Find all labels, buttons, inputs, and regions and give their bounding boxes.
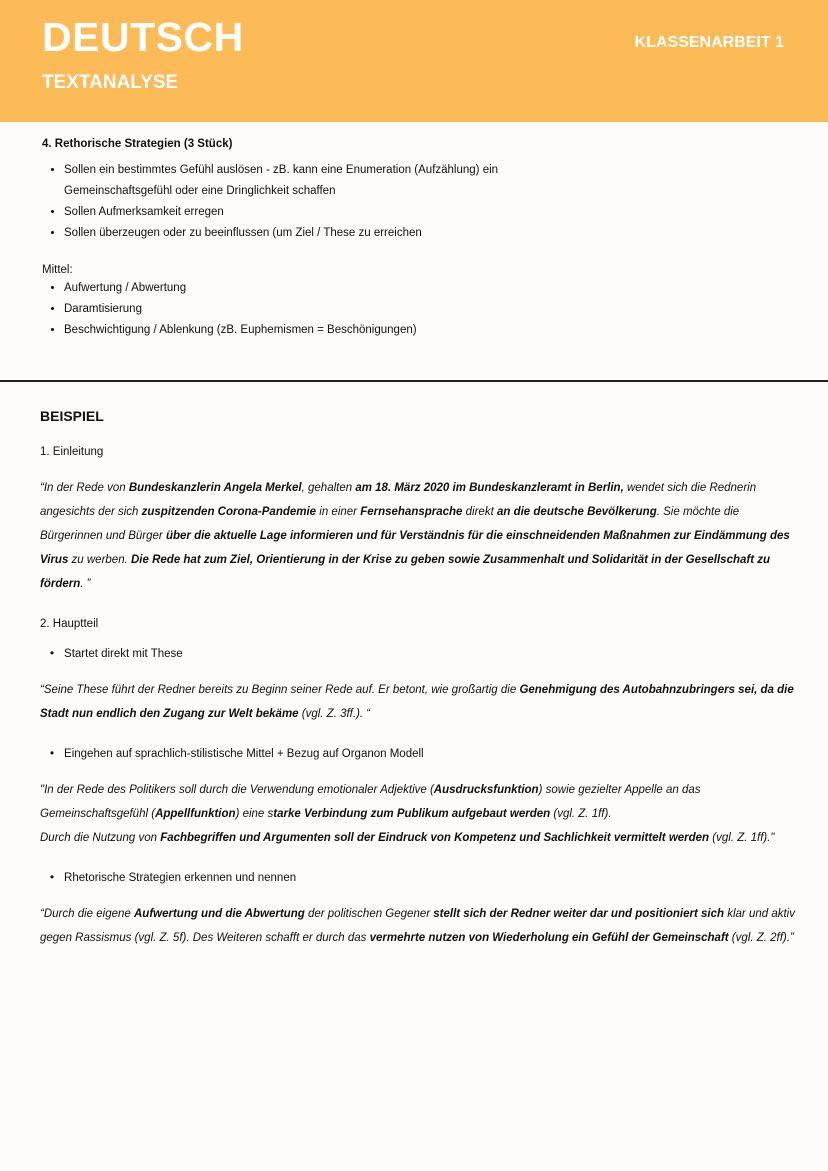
text: . Sie möchte die Bürgerinnen und Bürger bbox=[40, 506, 740, 542]
text: wendet sich die Rednerin angesichts der sich bbox=[40, 482, 757, 518]
bold-text: Die Rede hat zum Ziel, Orientierung in der Krise zu geben sowie Zusammenhalt und Solidarität in der Gesellschaft zu fördern bbox=[40, 554, 771, 590]
bold-text: an die deutsche Bevölkerung bbox=[496, 506, 657, 518]
text: (vgl. Z. 1ff). bbox=[550, 808, 612, 820]
text: Durch die Nutzung von bbox=[40, 832, 161, 844]
bold-text: Genehmigung des Autobahnzubringers sei, da die Stadt nun endlich den Zugang zur Welt bekäme bbox=[40, 684, 794, 720]
text: ) eine s bbox=[235, 808, 274, 820]
bold-text: Appellfunktion bbox=[155, 808, 236, 820]
text: zu werben. bbox=[68, 554, 131, 566]
main-label: 2. Hauptteil bbox=[40, 618, 99, 630]
intro-label: 1. Einleitung bbox=[40, 446, 104, 458]
section-heading: 4. Rethorische Strategien (3 Stück) bbox=[42, 138, 233, 150]
text: (vgl. Z. 2ff).” bbox=[728, 932, 794, 944]
list-item: • Sollen Aufmerksamkeit erregen bbox=[64, 202, 802, 223]
strategies-section bbox=[42, 138, 802, 341]
text: der politischen Gegener bbox=[304, 908, 434, 920]
bold-text: stellt sich der Redner weiter dar und positioniert sich bbox=[433, 908, 725, 920]
list-item: • Daramtisierung bbox=[64, 299, 802, 320]
text: (vgl. Z. 3ff.). “ bbox=[298, 708, 371, 720]
stylistic-quote bbox=[40, 778, 800, 850]
strategies-list bbox=[42, 160, 802, 244]
bold-text: über die aktuelle Lage informieren und für Verständnis für die einschneidenden Maßnahmen zur Eindämmung des Virus bbox=[40, 530, 790, 566]
mittel-label: Mittel: bbox=[42, 264, 73, 276]
bold-text: Fachbegriffen und Argumenten soll der Eindruck von Kompetenz und Sachlichkeit vermittelt werden bbox=[160, 832, 710, 844]
text: . ” bbox=[80, 578, 91, 590]
bold-text: zuspitzenden Corona-Pandemie bbox=[141, 506, 317, 518]
text: , gehalten bbox=[301, 482, 356, 494]
list-item: • Rhetorische Strategien erkennen und nennen bbox=[40, 872, 800, 884]
list-item: • Beschwichtigung / Ablenkung (zB. Euphemismen = Beschönigungen) bbox=[64, 320, 802, 341]
text: “Seine These führt der Redner bereits zu Beginn seiner Rede auf. Er betont, wie großartig die bbox=[40, 684, 520, 696]
text: “Durch die eigene bbox=[40, 908, 134, 920]
list-item: • Sollen überzeugen oder zu beeinflussen (um Ziel / These zu erreichen bbox=[64, 223, 802, 244]
text: ) sowie gezielter Appelle an das Gemeinschaftsgefühl ( bbox=[40, 784, 701, 820]
strategies-quote bbox=[40, 902, 800, 950]
bold-text: Aufwertung und die Abwertung bbox=[133, 908, 305, 920]
intro-quote bbox=[40, 476, 800, 596]
bold-text: vermehrte nutzen von Wiederholung ein Gefühl der Gemeinschaft bbox=[369, 932, 729, 944]
topic-subtitle: TEXTANALYSE bbox=[42, 72, 179, 93]
section-divider bbox=[0, 380, 828, 382]
list-item: • Eingehen auf sprachlich-stilistische Mittel + Bezug auf Organon Modell bbox=[40, 748, 800, 760]
thesis-quote bbox=[40, 678, 800, 726]
bold-text: tarke Verbindung zum Publikum aufgebaut werden bbox=[273, 808, 551, 820]
mittel-list bbox=[42, 278, 802, 341]
text: (vgl. Z. 1ff)." bbox=[709, 832, 775, 844]
list-item: • Sollen ein bestimmtes Gefühl auslösen - zB. kann eine Enumeration (Aufzählung) ein Gemeinschaftsgefühl oder eine Dringlichkeit schaffen bbox=[64, 160, 504, 202]
exam-label: KLASSENARBEIT 1 bbox=[634, 34, 784, 51]
text: "In der Rede des Politikers soll durch die Verwendung emotionaler Adjektive ( bbox=[40, 784, 434, 796]
bold-text: am 18. März 2020 im Bundeskanzleramt in Berlin, bbox=[355, 482, 624, 494]
bold-text: Ausdrucksfunktion bbox=[433, 784, 539, 796]
example-section bbox=[40, 408, 800, 972]
bold-text: Bundeskanzlerin Angela Merkel bbox=[128, 482, 302, 494]
subject-title: DEUTSCH bbox=[42, 14, 244, 60]
text: “In der Rede von bbox=[40, 482, 129, 494]
list-item: • Aufwertung / Abwertung bbox=[64, 278, 802, 299]
list-item: • Startet direkt mit These bbox=[40, 648, 800, 660]
text: direkt bbox=[462, 506, 497, 518]
text: klar und aktiv gegen Rassismus (vgl. Z. 5f). Des Weiteren schafft er durch das bbox=[40, 908, 795, 944]
bold-text: Fernsehansprache bbox=[360, 506, 463, 518]
example-heading: BEISPIEL bbox=[40, 408, 104, 424]
header-banner bbox=[0, 0, 828, 122]
text: in einer bbox=[316, 506, 361, 518]
